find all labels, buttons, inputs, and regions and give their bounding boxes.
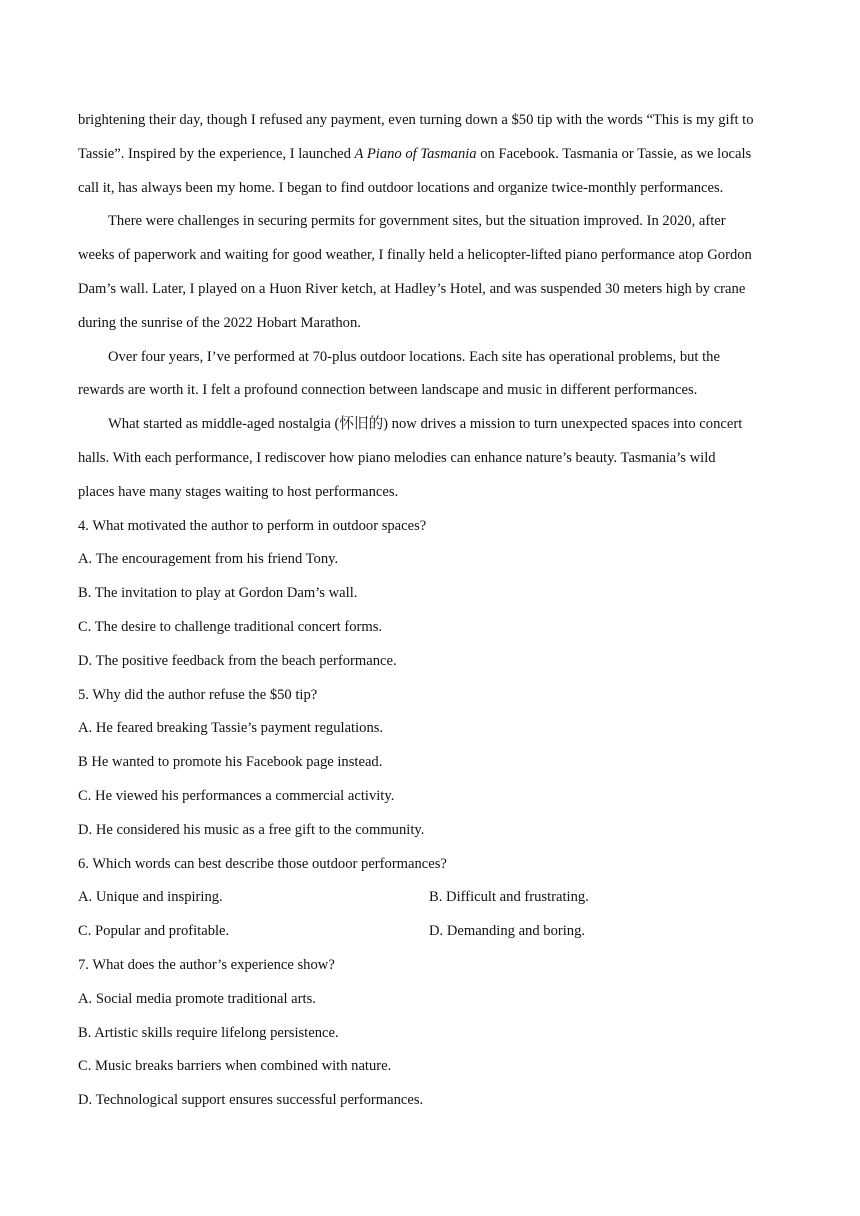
- option-b: B He wanted to promote his Facebook page instead.: [78, 754, 383, 771]
- text-span: on Facebook. Tasmania or Tassie, as we locals: [476, 145, 752, 162]
- passage-paragraph-4: [78, 408, 790, 509]
- question-4: [78, 510, 790, 679]
- text-line: places have many stages waiting to host performances.: [78, 483, 399, 500]
- option-d: D. Demanding and boring.: [429, 923, 586, 940]
- passage-paragraph-3: [78, 341, 790, 409]
- option-a: A. Social media promote traditional arts.: [78, 990, 316, 1007]
- text-line: weeks of paperwork and waiting for good weather, I finally held a helicopter-lifted piano performance atop Gordon: [78, 247, 752, 264]
- text-line: call it, has always been my home. I began to find outdoor locations and organize twice-monthly performances.: [78, 179, 724, 196]
- question-stem: 7. What does the author’s experience show?: [78, 956, 335, 973]
- text-line: halls. With each performance, I rediscover how piano melodies can enhance nature’s beauty. Tasmania’s wild: [78, 449, 716, 466]
- question-7: [78, 949, 790, 1118]
- text-line: There were challenges in securing permits for government sites, but the situation improved. In 2020, after: [108, 213, 726, 230]
- option-b: B. Artistic skills require lifelong persistence.: [78, 1024, 339, 1041]
- question-stem: 6. Which words can best describe those outdoor performances?: [78, 855, 447, 872]
- option-c: C. He viewed his performances a commercial activity.: [78, 787, 395, 804]
- text-line: [78, 138, 790, 172]
- option-row: [78, 915, 790, 949]
- option-a: A. Unique and inspiring.: [78, 889, 223, 906]
- option-d: D. The positive feedback from the beach performance.: [78, 652, 397, 669]
- option-c: C. Music breaks barriers when combined with nature.: [78, 1058, 392, 1075]
- text-line: Over four years, I’ve performed at 70-plus outdoor locations. Each site has operational problems, but the: [108, 348, 720, 365]
- facebook-page-title: A Piano of Tasmania: [354, 145, 477, 162]
- text-span: Tassie”. Inspired by the experience, I launched: [78, 145, 355, 162]
- document-page: [78, 104, 790, 1118]
- option-a: A. The encouragement from his friend Tony.: [78, 551, 339, 568]
- option-d: D. Technological support ensures successful performances.: [78, 1092, 424, 1109]
- text-line: brightening their day, though I refused any payment, even turning down a $50 tip with the words “This is my gift to: [78, 112, 754, 128]
- passage-paragraph-1: [78, 104, 790, 205]
- text-line: What started as middle-aged nostalgia (怀旧的) now drives a mission to turn unexpected spaces into concert: [108, 416, 743, 433]
- text-line: during the sunrise of the 2022 Hobart Marathon.: [78, 314, 361, 331]
- text-line: rewards are worth it. I felt a profound connection between landscape and music in different performances.: [78, 382, 698, 399]
- question-stem: 5. Why did the author refuse the $50 tip?: [78, 686, 318, 703]
- option-b: B. Difficult and frustrating.: [429, 889, 589, 906]
- option-c: C. The desire to challenge traditional concert forms.: [78, 618, 383, 635]
- passage-paragraph-2: [78, 205, 790, 340]
- question-6: [78, 848, 790, 949]
- text-line: Dam’s wall. Later, I played on a Huon River ketch, at Hadley’s Hotel, and was suspended 30 meters high by crane: [78, 280, 746, 297]
- option-c: C. Popular and profitable.: [78, 923, 230, 940]
- option-a: A. He feared breaking Tassie’s payment regulations.: [78, 720, 384, 737]
- question-5: [78, 679, 790, 848]
- option-d: D. He considered his music as a free gift to the community.: [78, 821, 425, 838]
- option-b: B. The invitation to play at Gordon Dam’s wall.: [78, 585, 358, 602]
- question-stem: 4. What motivated the author to perform in outdoor spaces?: [78, 517, 427, 534]
- option-row: [78, 881, 790, 915]
